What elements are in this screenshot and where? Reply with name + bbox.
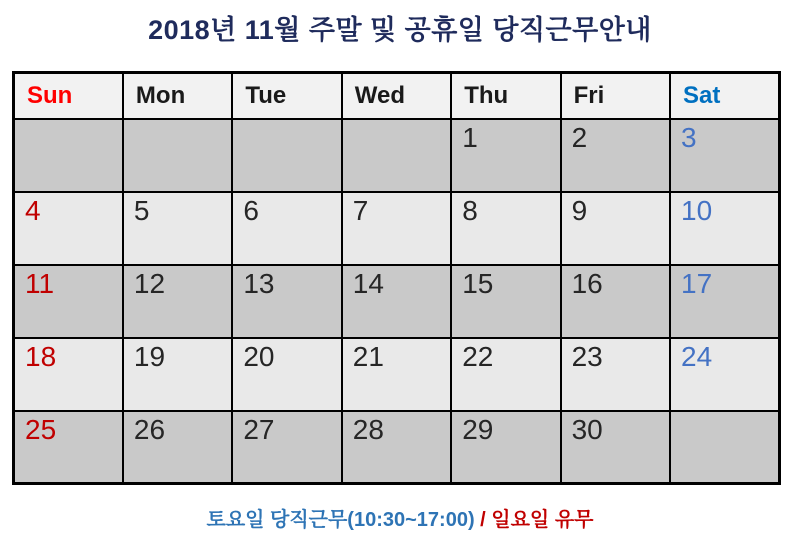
- calendar-week-row: [14, 265, 780, 338]
- weekday-header-fri: Fri: [561, 73, 670, 119]
- day-cell-9: 9: [561, 192, 670, 265]
- day-cell-18: 18: [14, 338, 123, 411]
- weekday-header-row: [14, 73, 780, 119]
- day-cell-19: 19: [123, 338, 232, 411]
- day-cell-29: 29: [451, 411, 560, 484]
- weekday-header-tue: Tue: [232, 73, 341, 119]
- calendar-week-row: [14, 338, 780, 411]
- saturday-duty-note: 토요일 당직근무(10:30~17:00): [206, 509, 475, 531]
- calendar-body: [14, 119, 780, 484]
- day-cell-25: 25: [14, 411, 123, 484]
- day-cell-15: 15: [451, 265, 560, 338]
- day-cell-16: 16: [561, 265, 670, 338]
- weekday-header-sun: Sun: [14, 73, 123, 119]
- weekday-header-mon: Mon: [123, 73, 232, 119]
- day-cell-7: 7: [342, 192, 451, 265]
- weekday-header-wed: Wed: [342, 73, 451, 119]
- day-cell-17: 17: [670, 265, 779, 338]
- day-cell-3: 3: [670, 119, 779, 192]
- day-cell-12: 12: [123, 265, 232, 338]
- day-cell-30: 30: [561, 411, 670, 484]
- weekday-header-thu: Thu: [451, 73, 560, 119]
- day-cell-empty: [232, 119, 341, 192]
- day-cell-1: 1: [451, 119, 560, 192]
- day-cell-empty: [670, 411, 779, 484]
- day-cell-empty: [123, 119, 232, 192]
- day-cell-21: 21: [342, 338, 451, 411]
- day-cell-empty: [342, 119, 451, 192]
- day-cell-14: 14: [342, 265, 451, 338]
- day-cell-26: 26: [123, 411, 232, 484]
- day-cell-20: 20: [232, 338, 341, 411]
- day-cell-13: 13: [232, 265, 341, 338]
- day-cell-24: 24: [670, 338, 779, 411]
- sunday-off-note: 일요일 유무: [491, 509, 594, 531]
- calendar-week-row: [14, 119, 780, 192]
- day-cell-2: 2: [561, 119, 670, 192]
- day-cell-4: 4: [14, 192, 123, 265]
- page-title: 2018년 11월 주말 및 공휴일 당직근무안내: [148, 15, 652, 45]
- calendar-week-row: [14, 192, 780, 265]
- calendar-table: [12, 71, 781, 485]
- day-cell-11: 11: [14, 265, 123, 338]
- day-cell-8: 8: [451, 192, 560, 265]
- day-cell-empty: [14, 119, 123, 192]
- day-cell-23: 23: [561, 338, 670, 411]
- day-cell-5: 5: [123, 192, 232, 265]
- day-cell-27: 27: [232, 411, 341, 484]
- day-cell-22: 22: [451, 338, 560, 411]
- day-cell-28: 28: [342, 411, 451, 484]
- footer-note: [0, 503, 800, 532]
- day-cell-10: 10: [670, 192, 779, 265]
- day-cell-6: 6: [232, 192, 341, 265]
- note-separator: /: [474, 509, 492, 531]
- weekday-header-sat: Sat: [670, 73, 779, 119]
- calendar-week-row: [14, 411, 780, 484]
